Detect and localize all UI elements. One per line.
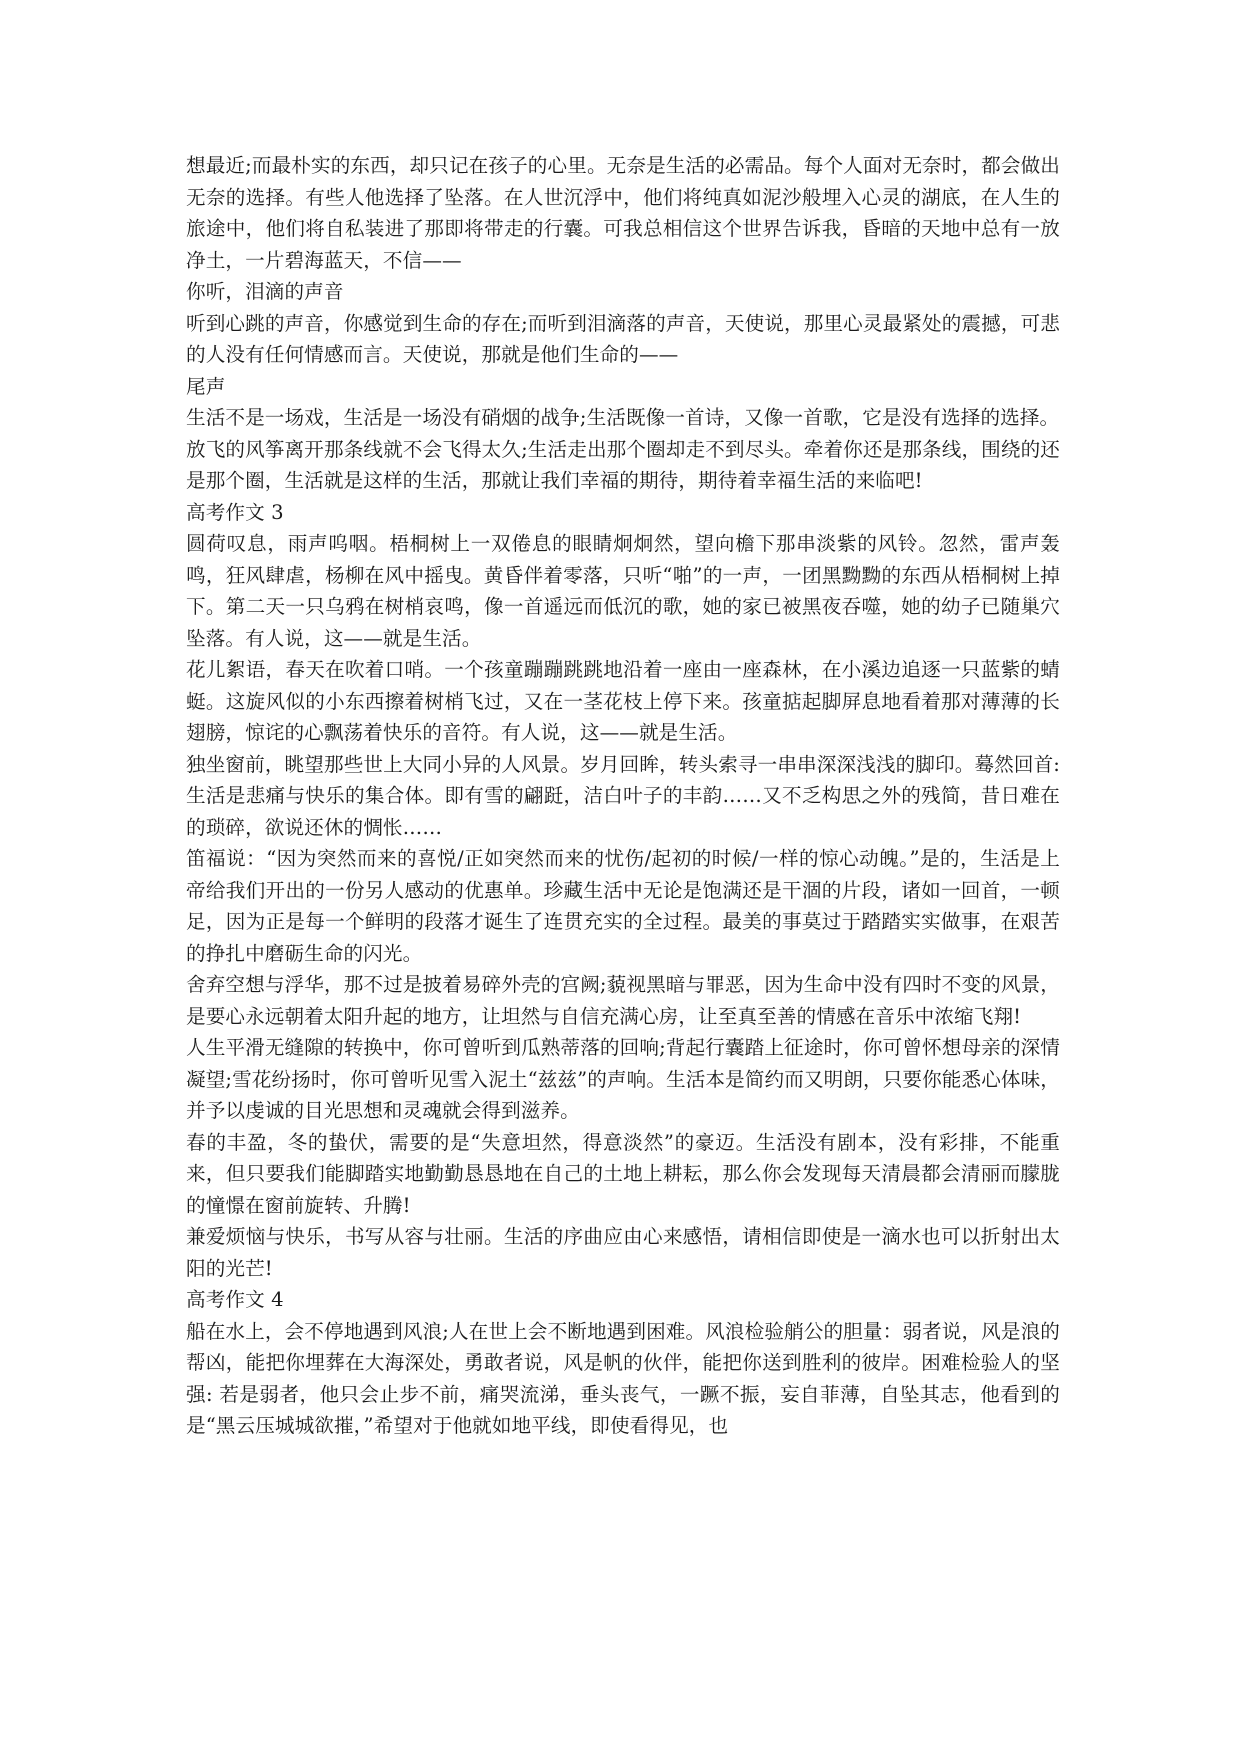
body-paragraph: 独坐窗前，眺望那些世上大同小异的人风景。岁月回眸，转头索寻一串串深深浅浅的脚印。蓦然回首: 生活是悲痛与快乐的集合体。即有雪的翩跹，洁白叶子的丰韵……又不乏构思之外的残简，昔日难在的琐碎，欲说还休的惆怅…… — [186, 752, 1060, 839]
body-paragraph: 圆荷叹息，雨声呜咽。梧桐树上一双倦息的眼睛炯炯然，望向檐下那串淡紫的风铃。忽然，雷声轰鸣，狂风肆虐，杨柳在风中摇曳。黄昏伴着零落，只听“啪”的一声，一团黑黝黝的东西从梧桐树上掉下。第二天一只乌鸦在树梢哀鸣，像一首遥远而低沉的歌，她的家已被黑夜吞噬，她的幼子已随巢穴坠落。有人说，这——就是生活。 — [186, 532, 1060, 650]
body-paragraph: 兼爱烦恼与快乐，书写从容与壮丽。生活的序曲应由心来感悟，请相信即使是一滴水也可以折射出太阳的光芒! — [186, 1225, 1060, 1280]
essay-title: 高考作文 3 — [186, 500, 284, 524]
document-page — [186, 150, 1060, 1442]
body-paragraph: 花儿絮语，春天在吹着口哨。一个孩童蹦蹦跳跳地沿着一座由一座森林，在小溪边追逐一只蓝紫的蜻蜓。这旋风似的小东西擦着树梢飞过，又在一茎花枝上停下来。孩童掂起脚屏息地看着那对薄薄的长翅膀，惊诧的心飘荡着快乐的音符。有人说，这——就是生活。 — [186, 658, 1060, 744]
body-paragraph: 人生平滑无缝隙的转换中，你可曾听到瓜熟蒂落的回响;背起行囊踏上征途时，你可曾怀想母亲的深情凝望;雪花纷扬时，你可曾听见雪入泥土“兹兹”的声响。生活本是简约而又明朗，只要你能悉心体味，并予以虔诚的目光思想和灵魂就会得到滋养。 — [186, 1036, 1060, 1122]
body-paragraph: 笛福说：“因为突然而来的喜悦/正如突然而来的忧伤/起初的时候/一样的惊心动魄。”是的，生活是上帝给我们开出的一份另人感动的优惠单。珍藏生活中无论是饱满还是干涸的片段，诸如一回首，一顿足，因为正是每一个鲜明的段落才诞生了连贯充实的全过程。最美的事莫过于踏踏实实做事，在艰苦的挣扎中磨砺生命的闪光。 — [186, 847, 1060, 965]
body-paragraph: 放飞的风筝离开那条线就不会飞得太久;生活走出那个圈却走不到尽头。牵着你还是那条线，围绕的还是那个圈，生活就是这样的生活，那就让我们幸福的期待，期待着幸福生活的来临吧! — [186, 437, 1060, 492]
body-paragraph: 听到心跳的声音，你感觉到生命的存在;而听到泪滴落的声音，天使说，那里心灵最紧处的震撼，可悲的人没有任何情感而言。天使说，那就是他们生命的—— — [186, 311, 1060, 366]
essay-title: 高考作文 4 — [186, 1288, 284, 1311]
body-paragraph: 生活不是一场戏，生活是一场没有硝烟的战争;生活既像一首诗，又像一首歌，它是没有选择的选择。 — [186, 406, 1060, 429]
section-heading: 尾声 — [186, 374, 226, 398]
body-paragraph: 船在水上，会不停地遇到风浪;人在世上会不断地遇到困难。风浪检验艄公的胆量：弱者说，风是浪的帮凶，能把你埋葬在大海深处，勇敢者说，风是帆的伙伴，能把你送到胜利的彼岸。困难检验人的坚强: 若是弱者，他只会止步不前，痛哭流涕，垂头丧气，一蹶不振，妄自菲薄，自坠其志，他看到的是“黑云压城城欲摧，”希望对于他就如地平线，即使看得见，也 — [186, 1319, 1060, 1437]
body-paragraph: 舍弃空想与浮华，那不过是披着易碎外壳的宫阙;藐视黑暗与罪恶，因为生命中没有四时不变的风景，是要心永远朝着太阳升起的地方，让坦然与自信充满心房，让至真至善的情感在音乐中浓缩飞翔! — [186, 973, 1060, 1028]
section-heading: 你听，泪滴的声音 — [186, 280, 344, 303]
body-paragraph: 想最近;而最朴实的东西，却只记在孩子的心里。无奈是生活的必需品。每个人面对无奈时，都会做出无奈的选择。有些人他选择了坠落。在人世沉浮中，他们将纯真如泥沙般埋入心灵的湖底，在人生的旅途中，他们将自私装进了那即将带走的行囊。可我总相信这个世界告诉我，昏暗的天地中总有一放净土，一片碧海蓝天，不信—— — [186, 154, 1060, 272]
body-paragraph: 春的丰盈，冬的蛰伏，需要的是“失意坦然，得意淡然”的豪迈。生活没有剧本，没有彩排，不能重来，但只要我们能脚踏实地勤勤恳恳地在自己的土地上耕耘，那么你会发现每天清晨都会清丽而朦胧的憧憬在窗前旋转、升腾! — [186, 1130, 1060, 1217]
